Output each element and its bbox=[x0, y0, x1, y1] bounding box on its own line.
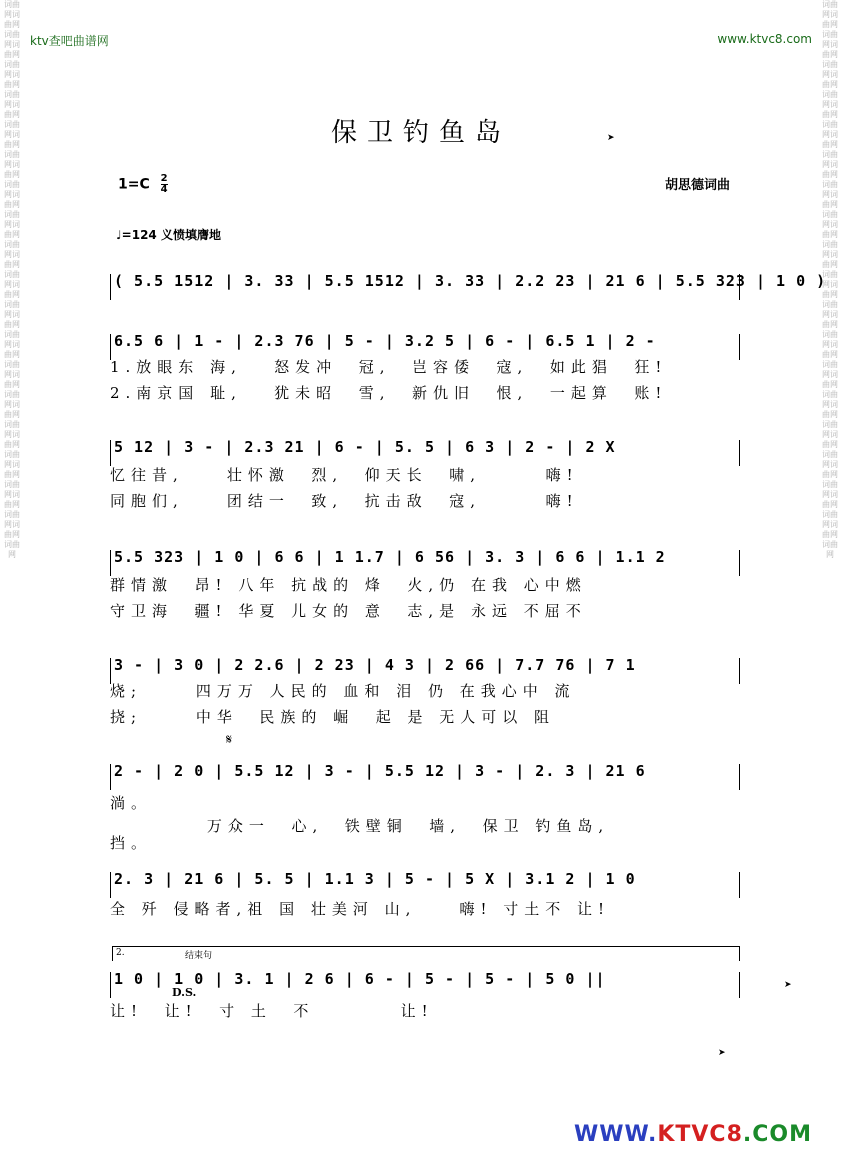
composer-credit: 胡思德词曲 bbox=[664, 178, 730, 193]
score-system-7 bbox=[110, 856, 740, 902]
notes-row: 1 0 | 1 0 | 3. 1 | 2 6 | 6 - | 5 - | 5 - | 5 0 || bbox=[114, 970, 606, 988]
site-url-right[interactable]: www.ktvc8.com bbox=[717, 32, 812, 46]
lyric-verse-1: 群情激 昂! 八年 抗战的 烽 火,仍 在我 心中燃 bbox=[110, 576, 587, 594]
key-label: 1=C bbox=[118, 176, 150, 193]
lyric-verse-1: 忆往昔, 壮怀激 烈, 仰天长 啸, 嗨! bbox=[110, 466, 579, 484]
score-system-8 bbox=[110, 956, 740, 1002]
footer-logo-brand: KTVC8 bbox=[657, 1122, 743, 1147]
volta-number: 2. bbox=[116, 948, 125, 958]
footer-logo-www: WWW. bbox=[573, 1122, 658, 1147]
lyric-verse-1: 烧; 四万万 人民的 血和 泪 仍 在我心中 流 bbox=[110, 682, 576, 700]
side-watermark-left: 词曲网词曲网词曲网词曲网词曲网词曲网词曲网词曲网词曲网词曲网词曲网词曲网词曲网词曲网词曲网词曲网词曲网词曲网词曲网词曲网词曲网词曲网词曲网词曲网词曲网词曲网词曲网词曲网词曲网词曲网词曲网词曲网词曲网词曲网词曲网词曲网词曲网 bbox=[4, 0, 20, 559]
ds-sign: D.S. bbox=[172, 986, 197, 999]
volta-label: 结束句 bbox=[185, 951, 213, 961]
lyric-verse-2: 同胞们, 团结一 致, 抗击敌 寇, 嗨! bbox=[110, 492, 579, 510]
lyric-verse-2: 守卫海 疆! 华夏 儿女的 意 志,是 永远 不屈不 bbox=[110, 602, 587, 620]
lyric-chorus: 万众一 心, 铁壁铜 墙, 保卫 钓鱼岛, bbox=[110, 817, 610, 835]
lyric-verse-1: 淌。 bbox=[110, 794, 153, 812]
song-title: 保卫钓鱼岛 bbox=[330, 118, 511, 148]
lyric-chorus: 全 歼 侵略者,祖 国 壮美河 山, 嗨! 寸土不 让! bbox=[110, 900, 611, 918]
footer-logo-com: .COM bbox=[742, 1122, 812, 1147]
lyric-verse-2: 挠; 中华 民族的 崛 起 是 无人可以 阻 bbox=[110, 708, 556, 726]
lyric-verse-1: 1.放眼东 海, 怒发冲 冠, 岂容倭 寇, 如此猖 狂! bbox=[110, 358, 668, 376]
lyric-verse-2: 2.南京国 耻, 犹未昭 雪, 新仇旧 恨, 一起算 账! bbox=[110, 384, 668, 402]
time-signature bbox=[161, 174, 168, 195]
score-system-1 bbox=[110, 258, 827, 304]
notes-row: 3 - | 3 0 | 2 2.6 | 2 23 | 4 3 | 2 66 | 7.7 76 | 7 1 bbox=[114, 656, 636, 674]
notes-row: 5.5 323 | 1 0 | 6 6 | 1 1.7 | 6 56 | 3. 3 | 6 6 | 1.1 2 bbox=[114, 548, 666, 566]
cursor-arrow-icon: ➤ bbox=[607, 133, 615, 143]
lyric-ending: 让! 让! 寸 土 不 让! bbox=[110, 1002, 434, 1020]
tempo-marking: ♩=124 义愤填膺地 bbox=[116, 228, 221, 242]
key-signature bbox=[118, 174, 168, 195]
side-watermark-right: 词曲网词曲网词曲网词曲网词曲网词曲网词曲网词曲网词曲网词曲网词曲网词曲网词曲网词曲网词曲网词曲网词曲网词曲网词曲网词曲网词曲网词曲网词曲网词曲网词曲网词曲网词曲网词曲网词曲网词曲网词曲网词曲网词曲网词曲网词曲网词曲网词曲网 bbox=[822, 0, 838, 559]
lyric-verse-2: 挡。 bbox=[110, 834, 153, 852]
footer-logo[interactable] bbox=[574, 1122, 812, 1147]
notes-row: ( 5.5 1512 | 3. 33 | 5.5 1512 | 3. 33 | 2.2 23 | 21 6 | 5.5 323 | 1 0 ) bbox=[114, 272, 827, 290]
cursor-arrow-icon: ➤ bbox=[718, 1048, 726, 1058]
score-system-6 bbox=[110, 748, 740, 794]
time-signature-bottom: 4 bbox=[160, 184, 168, 195]
notes-row: 5 12 | 3 - | 2.3 21 | 6 - | 5. 5 | 6 3 | 2 - | 2 X bbox=[114, 438, 616, 456]
notes-row: 2. 3 | 21 6 | 5. 5 | 1.1 3 | 5 - | 5 X | 3.1 2 | 1 0 bbox=[114, 870, 636, 888]
site-name-left[interactable]: ktv查吧曲谱网 bbox=[30, 34, 109, 48]
segno-sign: 𝄋 bbox=[226, 732, 233, 748]
notes-row: 6.5 6 | 1 - | 2.3 76 | 5 - | 3.2 5 | 6 - | 6.5 1 | 2 - bbox=[114, 332, 656, 350]
cursor-arrow-icon: ➤ bbox=[784, 980, 792, 990]
notes-row: 2 - | 2 0 | 5.5 12 | 3 - | 5.5 12 | 3 - | 2. 3 | 21 6 bbox=[114, 762, 646, 780]
time-signature-top: 2 bbox=[160, 173, 168, 184]
